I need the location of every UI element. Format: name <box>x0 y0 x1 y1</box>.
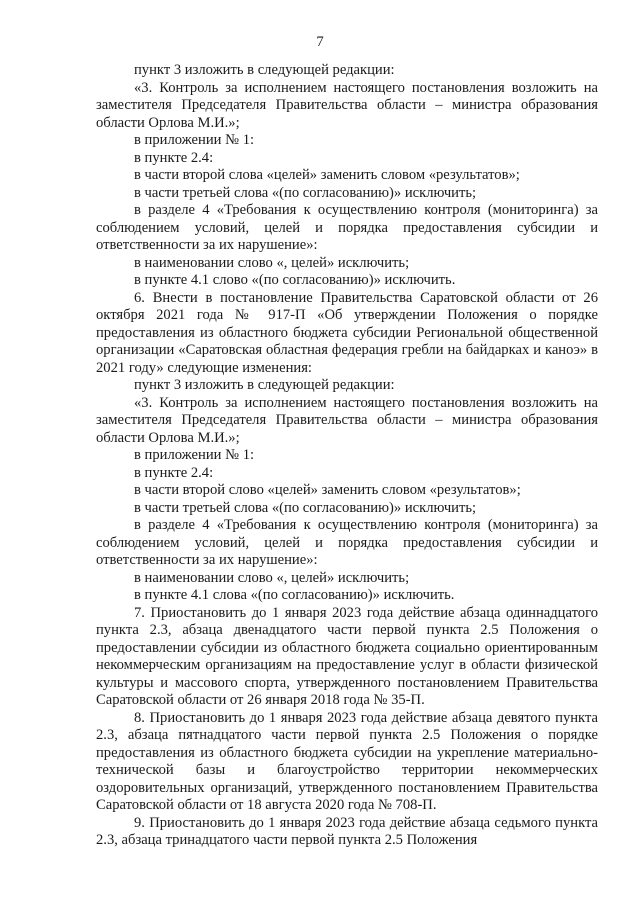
paragraph-20: 7. Приостановить до 1 января 2023 года действие абзаца одиннадцатого пункта 2.3, абзаца двенадцатого части первой пункта 2.5 Положения о предоставлении субсидии из областного бюджета социально ориентированным некоммерческим организациям на предоставление услуг в области физической культуры и массового спорта, утвержденного постановлением Правительства Саратовской области от 26 января 2018 года № 35-П. <box>96 604 598 708</box>
paragraph-19: в пункте 4.1 слова «(по согласованию)» исключить. <box>134 587 455 603</box>
paragraph-22: 9. Приостановить до 1 января 2023 года действие абзаца седьмого пункта 2.3, абзаца тринадцатого части первой пункта 2.5 Положения <box>96 814 598 848</box>
paragraph-8: в наименовании слово «, целей» исключить; <box>134 254 410 271</box>
paragraph-13: в приложении № 1: <box>134 447 255 463</box>
paragraph-7: в разделе 4 «Требования к осуществлению контроля (мониторинга) за соблюдением условий, целей и порядка предоставления субсидии и ответственности за их нарушение»: <box>96 202 598 253</box>
paragraph-1: пункт 3 изложить в следующей редакции: <box>134 62 395 78</box>
paragraph-6: в части третьей слова «(по согласованию)» исключить; <box>134 184 477 201</box>
paragraph-21: 8. Приостановить до 1 января 2023 года действие абзаца девятого пункта 2.3, абзаца пятнадцатого части первой пункта 2.5 Положения о порядке предоставления из областного бюджета субсидии на укрепление материально-технической базы и благоустройство территории некоммерческих оздоровительных организаций, утвержденного постановлением Правительства Саратовской области от 18 августа 2020 года № 708-П. <box>96 709 598 813</box>
paragraph-17: в разделе 4 «Требования к осуществлению контроля (мониторинга) за соблюдением условий, целей и порядка предоставления субсидии и ответственности за их нарушение»: <box>96 517 598 568</box>
paragraph-2: «3. Контроль за исполнением настоящего постановления возложить на заместителя Председателя Правительства области – министра образования области Орлова М.И.»; <box>96 79 598 131</box>
paragraph-14: в пункте 2.4: <box>134 464 214 481</box>
paragraph-10: 6. Внести в постановление Правительства Саратовской области от 26 октября 2021 года № 917-П «Об утверждении Положения о порядке предоставления из областного бюджета субсидии Региональной общественной организации «Саратовская областная федерация гребли на байдарках и каноэ» в 2021 году» следующие изменения: <box>96 289 598 376</box>
paragraph-11: пункт 3 изложить в следующей редакции: <box>134 377 395 393</box>
paragraph-18: в наименовании слово «, целей» исключить; <box>134 569 410 586</box>
paragraph-4: в пункте 2.4: <box>134 149 214 166</box>
paragraph-3: в приложении № 1: <box>134 132 255 148</box>
paragraph-5: в части второй слова «целей» заменить словом «результатов»; <box>134 167 520 183</box>
page-number: 7 <box>316 34 324 50</box>
paragraph-9: в пункте 4.1 слово «(по согласованию)» исключить. <box>134 272 456 288</box>
document-body <box>96 62 598 850</box>
paragraph-16: в части третьей слова «(по согласованию)» исключить; <box>134 499 477 516</box>
paragraph-15: в части второй слово «целей» заменить словом «результатов»; <box>134 482 521 498</box>
paragraph-12: «3. Контроль за исполнением настоящего постановления возложить на заместителя Председателя Правительства области – министра образования области Орлова М.И.»; <box>96 394 598 446</box>
